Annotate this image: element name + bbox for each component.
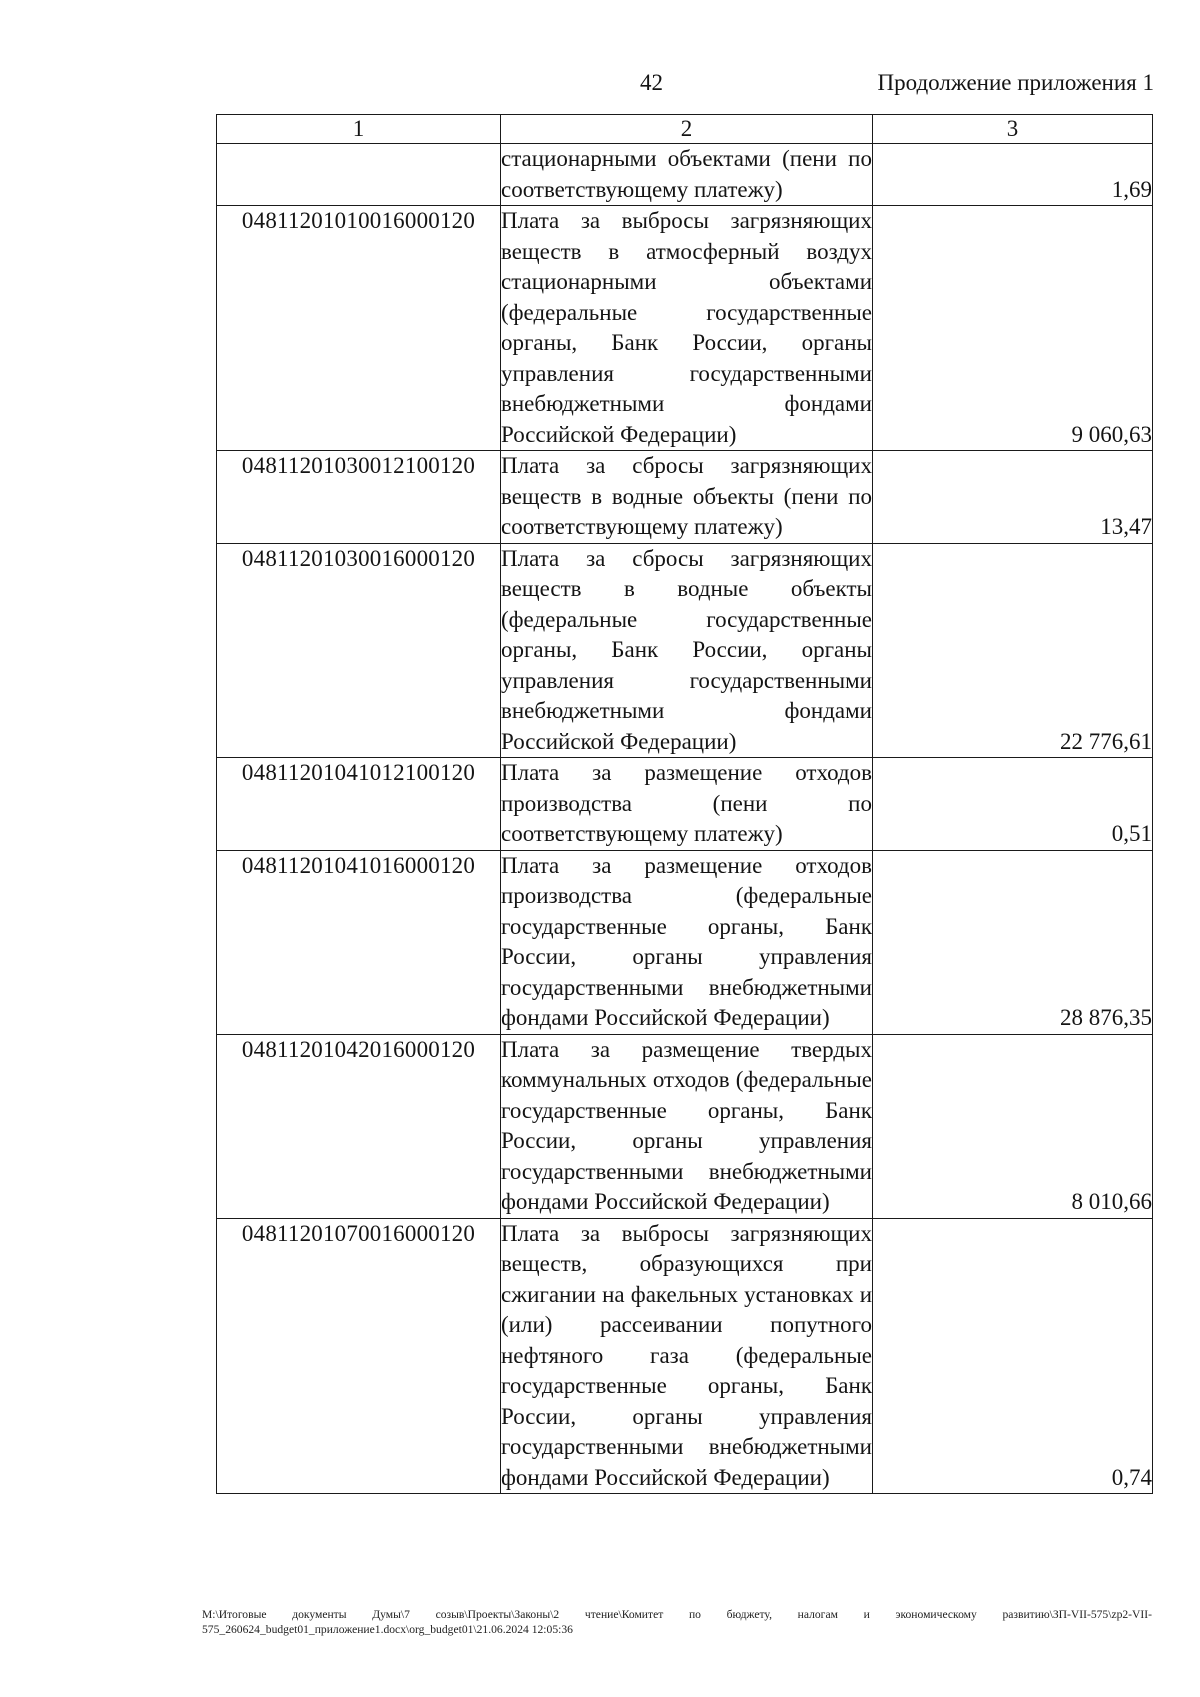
row-amount: 13,47	[873, 451, 1153, 544]
table-row	[217, 206, 1153, 451]
table-row	[217, 1218, 1153, 1494]
row-description: Плата за сбросы загрязняющих веществ в водные объекты (пени по соответствующему платежу)	[501, 451, 873, 544]
table-row	[217, 144, 1153, 206]
document-path-footer: M:\Итоговые документы Думы\7 созыв\Проекты\Законы\2 чтение\Комитет по бюджету, налогам и экономическому развитию\ЗП-VII-575\zp2-VII-575_260624_budget01_приложение1.docx\org_budget01\21.06.2024 12:05:36	[202, 1608, 1152, 1636]
row-code: 04811201041016000120	[217, 850, 501, 1034]
row-description: Плата за размещение твердых коммунальных отходов (федеральные государственные органы, Банк России, органы управления государственными внебюджетными фондами Российской Федерации)	[501, 1034, 873, 1218]
table-header-row	[217, 115, 1153, 144]
row-amount: 1,69	[873, 144, 1153, 206]
row-code: 04811201070016000120	[217, 1218, 501, 1494]
row-code: 04811201030012100120	[217, 451, 501, 544]
row-description: Плата за выбросы загрязняющих веществ в атмосферный воздух стационарными объектами (федеральные государственные органы, Банк России, органы управления государственными внебюджетными фондами Российской Федерации)	[501, 206, 873, 451]
row-description: Плата за размещение отходов производства (федеральные государственные органы, Банк России, органы управления государственными внебюджетными фондами Российской Федерации)	[501, 850, 873, 1034]
row-amount: 0,74	[873, 1218, 1153, 1494]
column-header-description: 2	[501, 115, 873, 144]
page-number: 42	[640, 70, 663, 95]
row-description: стационарными объектами (пени по соответствующему платежу)	[501, 144, 873, 206]
row-amount: 28 876,35	[873, 850, 1153, 1034]
table-row	[217, 451, 1153, 544]
column-header-amount: 3	[873, 115, 1153, 144]
row-description: Плата за выбросы загрязняющих веществ, образующихся при сжигании на факельных установках и (или) рассеивании попутного нефтяного газа (федеральные государственные органы, Банк России, органы управления государственными внебюджетными фондами Российской Федерации)	[501, 1218, 873, 1494]
row-code: 04811201010016000120	[217, 206, 501, 451]
table-row	[217, 758, 1153, 851]
row-amount: 0,51	[873, 758, 1153, 851]
row-amount: 9 060,63	[873, 206, 1153, 451]
row-code: 04811201042016000120	[217, 1034, 501, 1218]
table-row	[217, 543, 1153, 758]
row-amount: 22 776,61	[873, 543, 1153, 758]
continuation-label: Продолжение приложения 1	[877, 70, 1154, 95]
budget-table	[216, 114, 1153, 1494]
row-description: Плата за сбросы загрязняющих веществ в водные объекты (федеральные государственные органы, Банк России, органы управления государственными внебюджетными фондами Российской Федерации)	[501, 543, 873, 758]
table-row	[217, 850, 1153, 1034]
row-code: 04811201030016000120	[217, 543, 501, 758]
row-code	[217, 144, 501, 206]
table-row	[217, 1034, 1153, 1218]
row-amount: 8 010,66	[873, 1034, 1153, 1218]
row-code: 04811201041012100120	[217, 758, 501, 851]
column-header-code: 1	[217, 115, 501, 144]
row-description: Плата за размещение отходов производства (пени по соответствующему платежу)	[501, 758, 873, 851]
